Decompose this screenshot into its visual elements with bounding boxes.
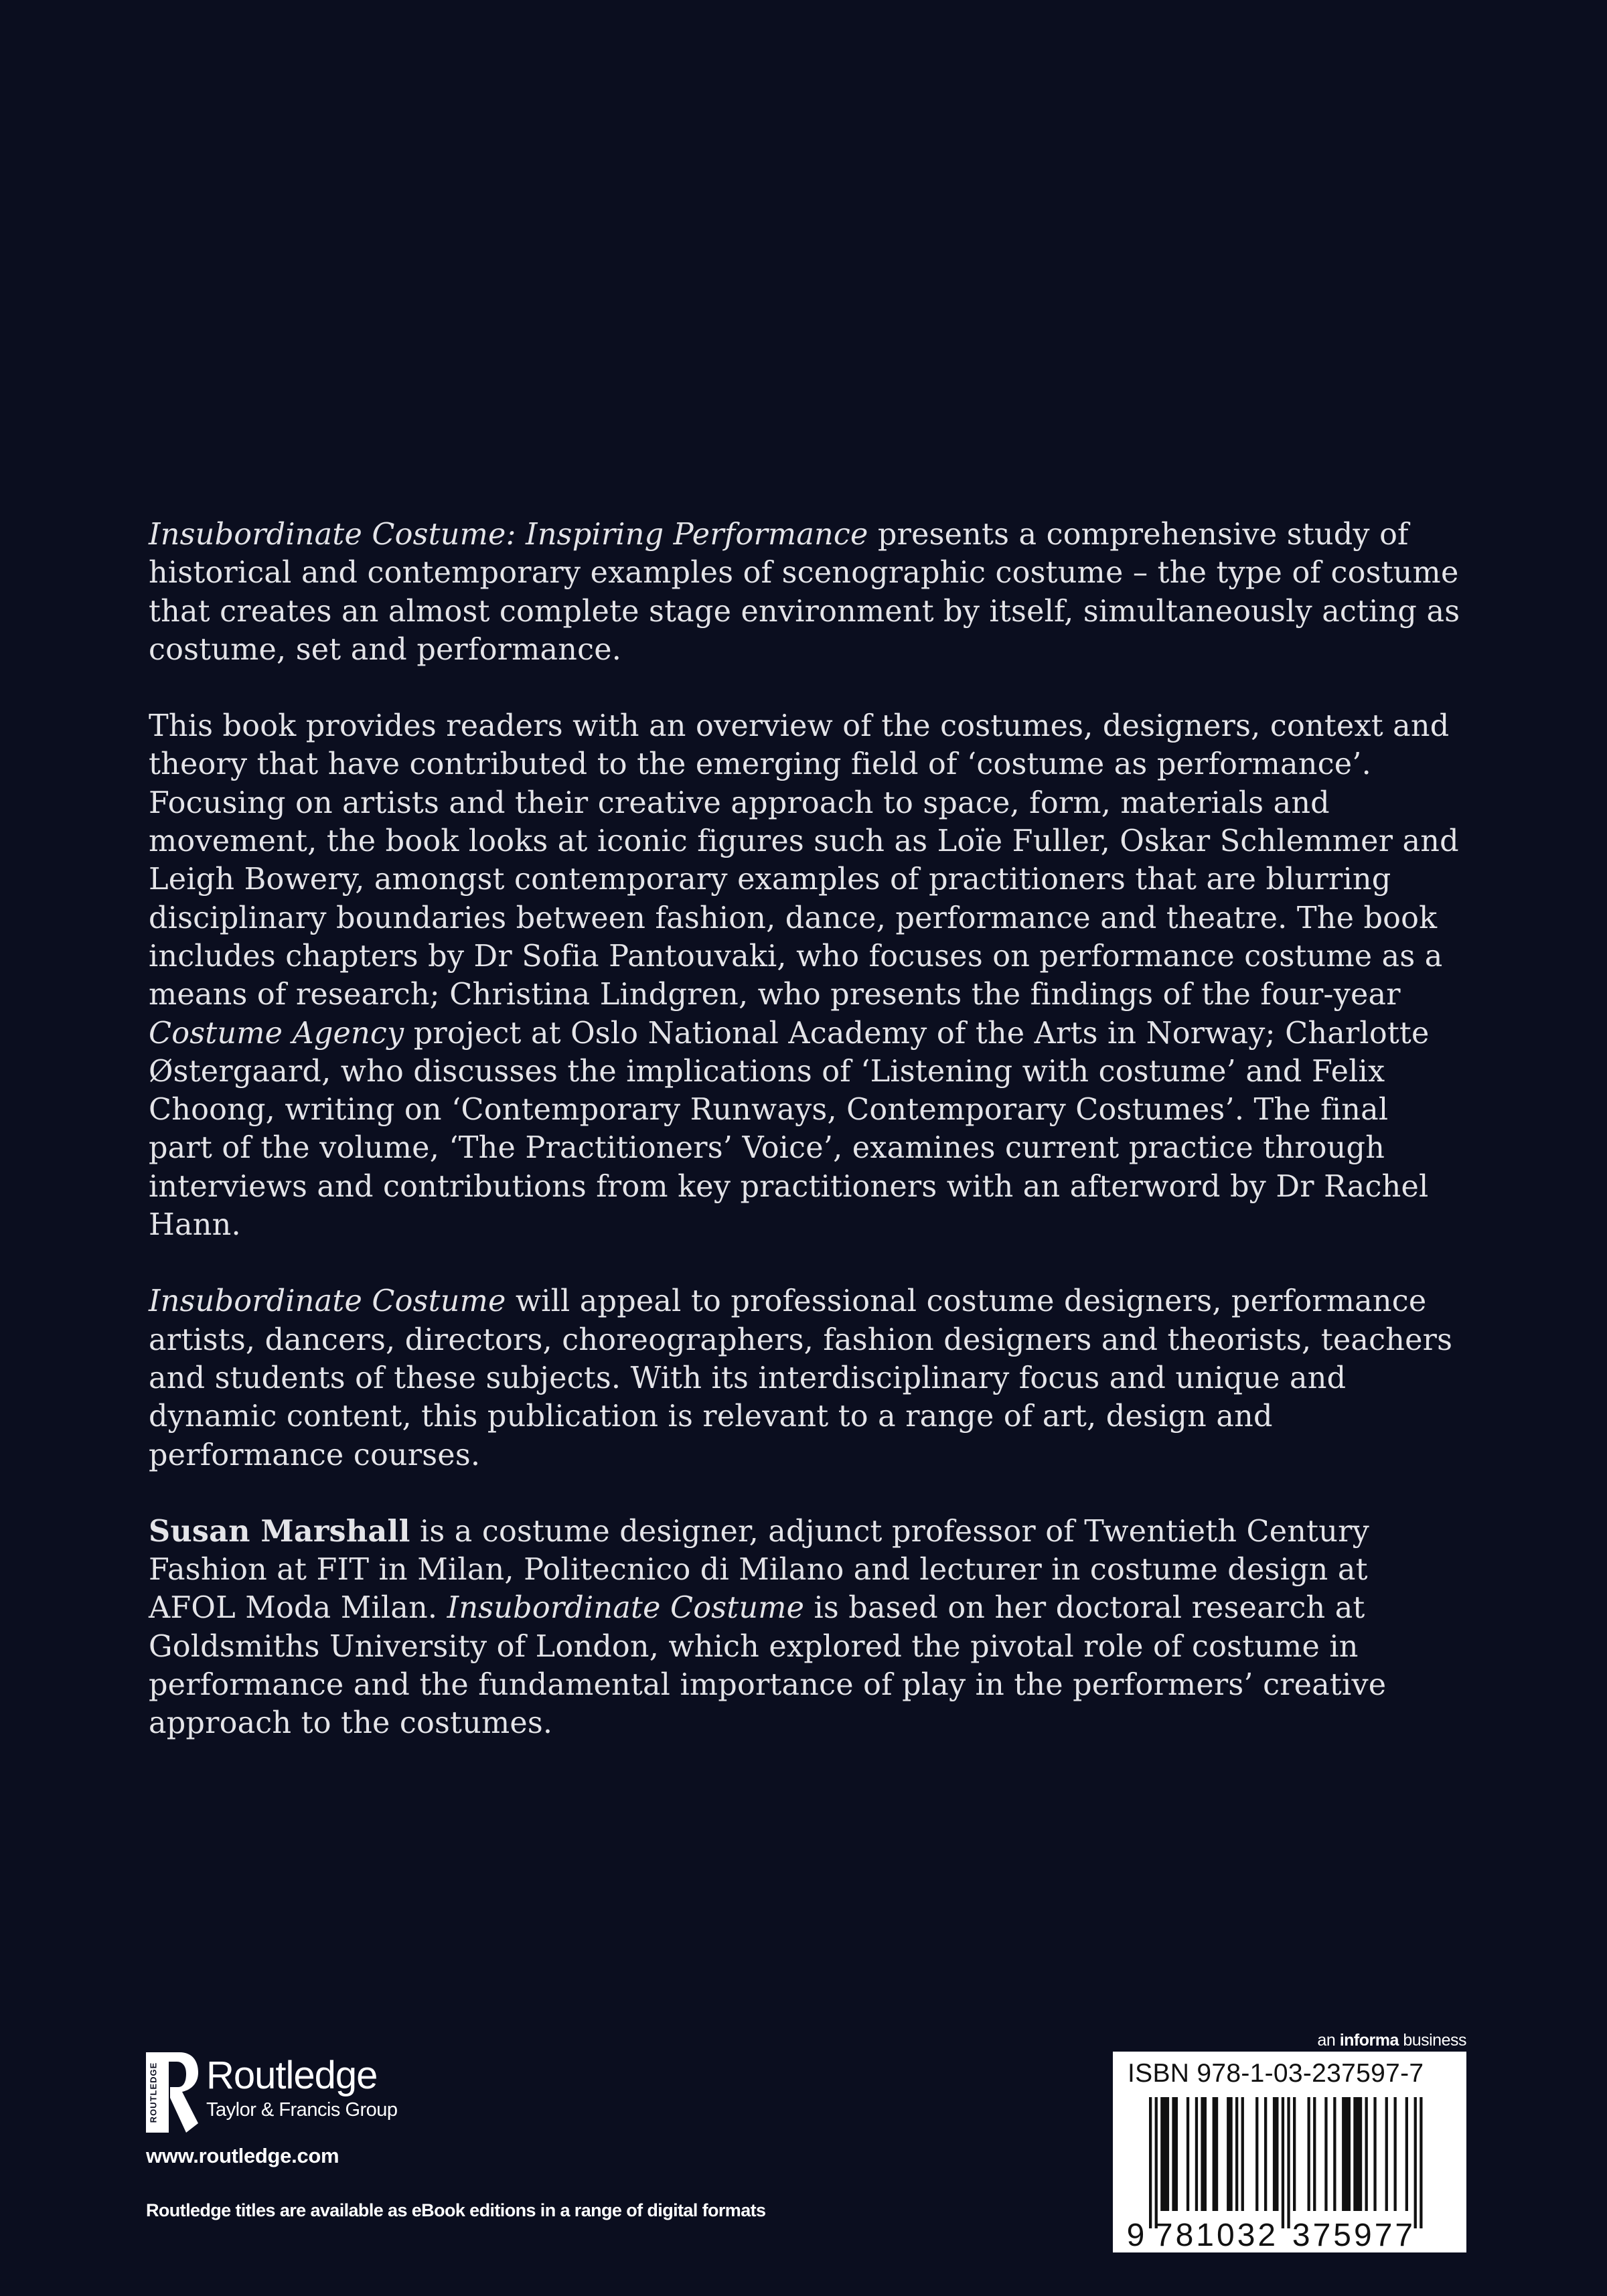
isbn-barcode-box xyxy=(1113,2052,1466,2252)
barcode-bar xyxy=(1324,2097,1327,2211)
barcode-bar xyxy=(1365,2097,1368,2211)
barcode-bar xyxy=(1149,2097,1152,2228)
book-title: Insubordinate Costume: Inspiring Performance xyxy=(149,518,868,552)
barcode-bar xyxy=(1155,2097,1158,2228)
barcode-bar xyxy=(1394,2097,1397,2211)
book-title-short-2: Insubordinate Costume xyxy=(447,1591,805,1626)
barcode-bar xyxy=(1420,2097,1422,2228)
publisher-name: Routledge xyxy=(206,2054,378,2097)
barcode-bar xyxy=(1414,2097,1417,2228)
author-name: Susan Marshall xyxy=(149,1513,410,1549)
blurb-paragraph-author xyxy=(149,1513,1461,1743)
barcode-bar xyxy=(1255,2097,1258,2211)
barcode-bar xyxy=(1342,2097,1351,2211)
barcode-bar xyxy=(1373,2097,1376,2211)
barcode-bar xyxy=(1282,2097,1284,2228)
book-title-short: Insubordinate Costume xyxy=(149,1284,506,1319)
intro-text: presents a comprehensive study of historical and contemporary examples of scenographic costume – the type of costume that creates an almost complete stage environment by itself, simultaneously acting as costume, set and performance. xyxy=(149,518,1460,667)
blurb-paragraph-audience xyxy=(149,1282,1461,1474)
barcode-bar xyxy=(1235,2097,1238,2211)
routledge-r-logo-icon xyxy=(146,2052,200,2133)
informa-brand: informa xyxy=(1339,2031,1399,2050)
barcode-bar xyxy=(1385,2097,1388,2211)
barcode-bar xyxy=(1264,2097,1267,2211)
overview-text-a: This book provides readers with an overview of the costumes, designers, context and theory that have contributed to the emerging field of ‘costume as performance’. Focusing on artists and their creative approach to space, form, materials and movement, the book looks at iconic figures such as Loïe Fuller, Oskar Schlemmer and Leigh Bowery, amongst contemporary examples of practitioners that are blurring disciplinary boundaries between fashion, dance, performance and theatre. The book includes chapters by Dr Sofia Pantouvaki, who focuses on performance costume as a means of research; Christina Lindgren, who presents the findings of the four-year xyxy=(149,709,1459,1012)
audience-text: will appeal to professional costume designers, performance artists, dancers, directors, choreographers, fashion designers and theorists, teachers and students of these subjects. With its interdisciplinary focus and unique and dynamic content, this publication is relevant to a range of art, design and performance courses. xyxy=(149,1284,1453,1472)
publisher-logo xyxy=(146,2052,398,2133)
barcode-bar xyxy=(1201,2097,1207,2211)
barcode-bar xyxy=(1213,2097,1219,2211)
ebook-note: Routledge titles are available as eBook editions in a range of digital formats xyxy=(146,2200,766,2220)
author-bio-b: is based on her doctoral research at Goldsmiths University of London, which explored the pivotal role of costume in performance and the fundamental importance of play in the performers’ creative approach to the costumes. xyxy=(149,1591,1387,1741)
barcode xyxy=(1126,2094,1453,2250)
blurb-paragraph-overview xyxy=(149,707,1461,1244)
informa-prefix: an xyxy=(1317,2031,1340,2050)
overview-text-b: project at Oslo National Academy of the Arts in Norway; Charlotte Østergaard, who discusses the implications of ‘Listening with costume’ and Felix Choong, writing on ‘Contemporary Runways, Contemporary Costumes’. The final part of the volume, ‘The Practitioners’ Voice’, examines current practice through interviews and contributions from key practitioners with an afterword by Dr Rachel Hann. xyxy=(149,1016,1430,1243)
publisher-block xyxy=(146,2052,398,2169)
barcode-bar xyxy=(1227,2097,1233,2211)
project-title: Costume Agency xyxy=(149,1016,404,1051)
barcode-bar xyxy=(1405,2097,1408,2211)
publisher-logo-text xyxy=(206,2054,398,2122)
informa-business-label xyxy=(1317,2030,1466,2050)
barcode-bars xyxy=(1149,2097,1423,2228)
barcode-bar xyxy=(1160,2097,1169,2211)
barcode-bar xyxy=(1353,2097,1362,2211)
barcode-bar xyxy=(1273,2097,1279,2211)
barcode-bar xyxy=(1241,2097,1244,2211)
barcode-bar xyxy=(1313,2097,1316,2211)
barcode-bar xyxy=(1308,2097,1310,2211)
barcode-bar xyxy=(1172,2097,1178,2211)
blurb-text xyxy=(149,516,1461,1781)
publisher-group: Taylor & Francis Group xyxy=(206,2099,398,2121)
logo-vertical-text: ROUTLEDGE xyxy=(148,2062,159,2123)
publisher-url[interactable]: www.routledge.com xyxy=(146,2144,339,2167)
barcode-digits-right: 375977 xyxy=(1292,2218,1416,2250)
barcode-bar xyxy=(1195,2097,1198,2211)
barcode-digits-left: 781032 xyxy=(1154,2218,1279,2250)
isbn-label: ISBN 978-1-03-237597-7 xyxy=(1128,2059,1424,2088)
barcode-digit-first: 9 xyxy=(1126,2218,1145,2250)
barcode-bar xyxy=(1287,2097,1290,2228)
informa-suffix: business xyxy=(1398,2031,1466,2050)
barcode-bar xyxy=(1333,2097,1336,2211)
blurb-paragraph-intro xyxy=(149,516,1461,669)
author-bio-a: is a costume designer, adjunct professor of Twentieth Century Fashion at FIT in Milan, Politecnico di Milano and lecturer in costume design at AFOL Moda Milan. xyxy=(149,1514,1369,1626)
barcode-bar xyxy=(1187,2097,1189,2211)
barcode-bar xyxy=(1293,2097,1296,2211)
